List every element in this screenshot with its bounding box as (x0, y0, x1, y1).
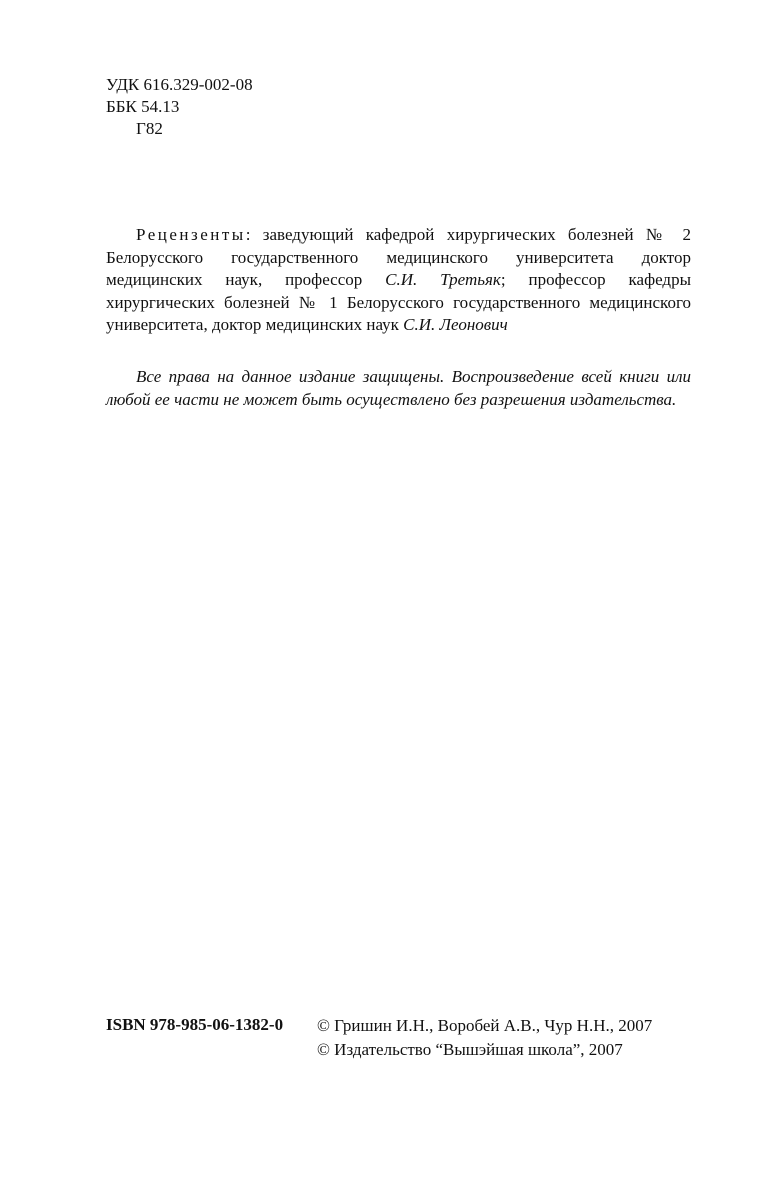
bbk-code: ББК 54.13 (106, 97, 180, 116)
classification-codes (106, 74, 253, 140)
rights-notice: Все права на данное издание защищены. Воспроизведение всей книги или любой ее части не может быть осуществлено без разрешения издательства. (106, 367, 691, 409)
reviewers-paragraph (106, 224, 691, 337)
reviewer-name-1: С.И. Третьяк (385, 270, 501, 289)
copyright-authors: © Гришин И.Н., Воробей А.В., Чур Н.Н., 2007 (317, 1016, 653, 1035)
reviewers-label: Рецензенты (136, 225, 246, 244)
isbn: ISBN 978-985-06-1382-0 (106, 1015, 284, 1034)
copyright-block (317, 1014, 652, 1062)
reviewer-name-2: С.И. Леонович (403, 315, 508, 334)
udk-code: УДК 616.329-002-08 (106, 75, 253, 94)
reviewers-text-2: ; профессор кафедры хирургических болезней № 1 Белорусского государственного медицинского университета, доктор медицинских наук (106, 270, 691, 334)
copyright-publisher: © Издательство “Вышэйшая школа”, 2007 (317, 1040, 623, 1059)
author-mark: Г82 (136, 119, 163, 138)
reviewers-text-1: : заведующий кафедрой хирургических болезней № 2 Белорусского государственного медицинского университета доктор медицинских наук, профессор (106, 225, 691, 289)
